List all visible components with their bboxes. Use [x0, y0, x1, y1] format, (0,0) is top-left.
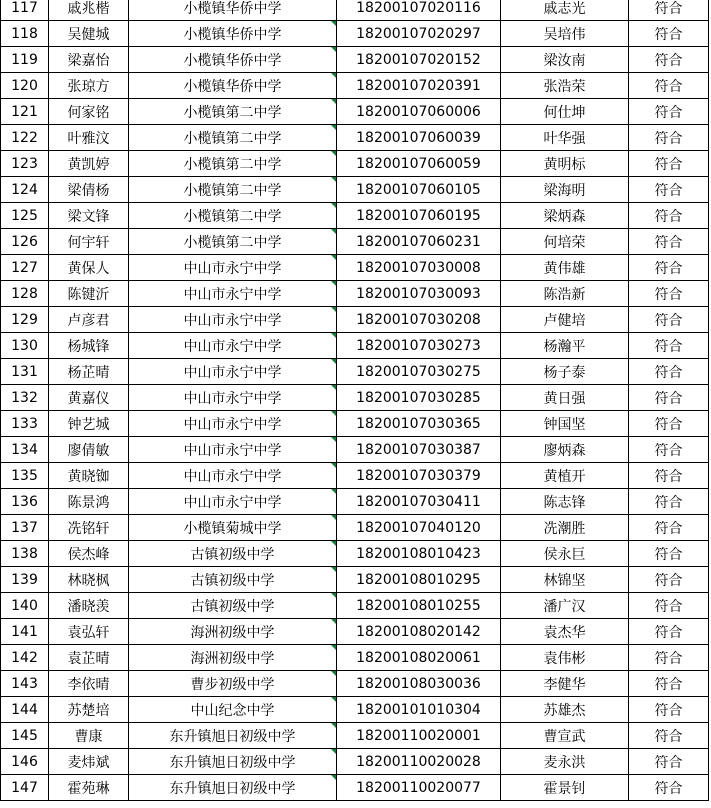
student-id-cell: 18200108010423: [337, 541, 501, 567]
parent-name-cell: 霍景钊: [501, 775, 629, 801]
student-name-cell: 陈键沂: [49, 281, 129, 307]
table-row: [1, 437, 709, 463]
student-name-cell: 何家铭: [49, 99, 129, 125]
table-row: [1, 385, 709, 411]
parent-name-cell: 廖炳森: [501, 437, 629, 463]
parent-name-cell: 何仕坤: [501, 99, 629, 125]
row-number-cell: 127: [1, 255, 49, 281]
student-name-cell: 黄嘉仪: [49, 385, 129, 411]
row-number-cell: 144: [1, 697, 49, 723]
parent-name-cell: 李健华: [501, 671, 629, 697]
parent-name-cell: 黄伟雄: [501, 255, 629, 281]
parent-name-cell: 潘广汉: [501, 593, 629, 619]
status-cell: 符合: [629, 177, 709, 203]
school-name-cell: 小榄镇华侨中学: [129, 21, 337, 47]
student-id-cell: 18200101010304: [337, 697, 501, 723]
row-number-cell: 131: [1, 359, 49, 385]
table-row: [1, 619, 709, 645]
student-name-cell: 杨芷晴: [49, 359, 129, 385]
school-name-cell: 小榄镇菊城中学: [129, 515, 337, 541]
row-number-cell: 129: [1, 307, 49, 333]
row-number-cell: 146: [1, 749, 49, 775]
parent-name-cell: 何培荣: [501, 229, 629, 255]
parent-name-cell: 叶华强: [501, 125, 629, 151]
student-id-cell: 18200110020028: [337, 749, 501, 775]
row-number-cell: 125: [1, 203, 49, 229]
student-name-cell: 梁嘉怡: [49, 47, 129, 73]
parent-name-cell: 梁炳森: [501, 203, 629, 229]
status-cell: 符合: [629, 359, 709, 385]
school-name-cell: 中山市永宁中学: [129, 255, 337, 281]
student-id-cell: 18200107030387: [337, 437, 501, 463]
student-name-cell: 黄晓铷: [49, 463, 129, 489]
table-row: [1, 177, 709, 203]
row-number-cell: 124: [1, 177, 49, 203]
row-number-cell: 120: [1, 73, 49, 99]
table-row: [1, 645, 709, 671]
student-id-cell: 18200108010295: [337, 567, 501, 593]
row-number-cell: 126: [1, 229, 49, 255]
student-name-cell: 钟艺城: [49, 411, 129, 437]
parent-name-cell: 林锦坚: [501, 567, 629, 593]
student-id-cell: 18200107060059: [337, 151, 501, 177]
parent-name-cell: 侯永巨: [501, 541, 629, 567]
parent-name-cell: 苏雄杰: [501, 697, 629, 723]
row-number-cell: 128: [1, 281, 49, 307]
table-row: [1, 515, 709, 541]
table-row: [1, 463, 709, 489]
row-number-cell: 121: [1, 99, 49, 125]
parent-name-cell: 曹宣武: [501, 723, 629, 749]
row-number-cell: 122: [1, 125, 49, 151]
student-id-cell: 18200107040120: [337, 515, 501, 541]
student-name-cell: 黄保人: [49, 255, 129, 281]
table-row: [1, 73, 709, 99]
status-cell: 符合: [629, 671, 709, 697]
school-name-cell: 小榄镇华侨中学: [129, 73, 337, 99]
table-row: [1, 125, 709, 151]
student-id-cell: 18200107030379: [337, 463, 501, 489]
student-name-cell: 侯杰峰: [49, 541, 129, 567]
student-name-cell: 潘晓羡: [49, 593, 129, 619]
school-name-cell: 小榄镇第二中学: [129, 125, 337, 151]
student-id-cell: 18200108020142: [337, 619, 501, 645]
table-row: [1, 749, 709, 775]
student-name-cell: 李依晴: [49, 671, 129, 697]
status-cell: 符合: [629, 21, 709, 47]
student-name-cell: 袁弘轩: [49, 619, 129, 645]
table-row: [1, 541, 709, 567]
parent-name-cell: 袁伟彬: [501, 645, 629, 671]
student-id-cell: 18200107020116: [337, 0, 501, 21]
table-row: [1, 359, 709, 385]
status-cell: 符合: [629, 99, 709, 125]
status-cell: 符合: [629, 385, 709, 411]
student-name-cell: 林晓枫: [49, 567, 129, 593]
table-row: [1, 151, 709, 177]
parent-name-cell: 杨子泰: [501, 359, 629, 385]
student-id-cell: 18200110020077: [337, 775, 501, 801]
status-cell: 符合: [629, 0, 709, 21]
student-id-cell: 18200107020297: [337, 21, 501, 47]
row-number-cell: 147: [1, 775, 49, 801]
status-cell: 符合: [629, 619, 709, 645]
student-id-cell: 18200110020001: [337, 723, 501, 749]
table-row: [1, 567, 709, 593]
status-cell: 符合: [629, 697, 709, 723]
school-name-cell: 古镇初级中学: [129, 567, 337, 593]
student-id-cell: 18200107020152: [337, 47, 501, 73]
parent-name-cell: 张浩荣: [501, 73, 629, 99]
student-name-cell: 陈景鸿: [49, 489, 129, 515]
student-name-cell: 戚兆楷: [49, 0, 129, 21]
table-row: [1, 489, 709, 515]
student-id-cell: 18200107030285: [337, 385, 501, 411]
row-number-cell: 118: [1, 21, 49, 47]
school-name-cell: 中山市永宁中学: [129, 333, 337, 359]
parent-name-cell: 冼潮胜: [501, 515, 629, 541]
student-id-cell: 18200107030093: [337, 281, 501, 307]
status-cell: 符合: [629, 203, 709, 229]
table-row: [1, 203, 709, 229]
table-row: [1, 99, 709, 125]
school-name-cell: 中山市永宁中学: [129, 307, 337, 333]
school-name-cell: 中山市永宁中学: [129, 411, 337, 437]
row-number-cell: 143: [1, 671, 49, 697]
row-number-cell: 123: [1, 151, 49, 177]
status-cell: 符合: [629, 229, 709, 255]
status-cell: 符合: [629, 281, 709, 307]
school-name-cell: 中山市永宁中学: [129, 359, 337, 385]
student-name-cell: 梁倩杨: [49, 177, 129, 203]
row-number-cell: 137: [1, 515, 49, 541]
parent-name-cell: 麦永洪: [501, 749, 629, 775]
parent-name-cell: 梁海明: [501, 177, 629, 203]
status-cell: 符合: [629, 775, 709, 801]
status-cell: 符合: [629, 489, 709, 515]
student-id-cell: 18200107060006: [337, 99, 501, 125]
row-number-cell: 140: [1, 593, 49, 619]
table-row: [1, 593, 709, 619]
school-name-cell: 小榄镇第二中学: [129, 99, 337, 125]
table-body: [1, 0, 709, 801]
parent-name-cell: 陈志锋: [501, 489, 629, 515]
status-cell: 符合: [629, 73, 709, 99]
status-cell: 符合: [629, 411, 709, 437]
row-number-cell: 138: [1, 541, 49, 567]
school-name-cell: 小榄镇第二中学: [129, 203, 337, 229]
student-id-cell: 18200107030411: [337, 489, 501, 515]
status-cell: 符合: [629, 125, 709, 151]
status-cell: 符合: [629, 437, 709, 463]
status-cell: 符合: [629, 567, 709, 593]
parent-name-cell: 梁汝南: [501, 47, 629, 73]
status-cell: 符合: [629, 749, 709, 775]
table-row: [1, 307, 709, 333]
student-name-cell: 麦炜斌: [49, 749, 129, 775]
table-row: [1, 411, 709, 437]
student-id-cell: 18200107060105: [337, 177, 501, 203]
row-number-cell: 130: [1, 333, 49, 359]
student-name-cell: 吴健城: [49, 21, 129, 47]
status-cell: 符合: [629, 47, 709, 73]
student-name-cell: 廖倩敏: [49, 437, 129, 463]
row-number-cell: 139: [1, 567, 49, 593]
row-number-cell: 142: [1, 645, 49, 671]
status-cell: 符合: [629, 645, 709, 671]
student-name-cell: 黄凯婷: [49, 151, 129, 177]
status-cell: 符合: [629, 515, 709, 541]
student-id-cell: 18200107060231: [337, 229, 501, 255]
school-name-cell: 中山市永宁中学: [129, 463, 337, 489]
student-name-cell: 何宇轩: [49, 229, 129, 255]
parent-name-cell: 戚志光: [501, 0, 629, 21]
status-cell: 符合: [629, 723, 709, 749]
row-number-cell: 134: [1, 437, 49, 463]
table-row: [1, 229, 709, 255]
student-id-cell: 18200107030275: [337, 359, 501, 385]
school-name-cell: 中山市永宁中学: [129, 281, 337, 307]
student-id-cell: 18200107020391: [337, 73, 501, 99]
table-row: [1, 0, 709, 21]
table-row: [1, 281, 709, 307]
school-name-cell: 中山市永宁中学: [129, 385, 337, 411]
table-row: [1, 671, 709, 697]
school-name-cell: 小榄镇华侨中学: [129, 47, 337, 73]
student-id-cell: 18200108020061: [337, 645, 501, 671]
student-name-cell: 卢彦君: [49, 307, 129, 333]
student-name-cell: 张琼方: [49, 73, 129, 99]
school-name-cell: 小榄镇第二中学: [129, 151, 337, 177]
table-row: [1, 697, 709, 723]
school-name-cell: 古镇初级中学: [129, 593, 337, 619]
parent-name-cell: 吴培伟: [501, 21, 629, 47]
student-name-cell: 曹康: [49, 723, 129, 749]
school-name-cell: 东升镇旭日初级中学: [129, 723, 337, 749]
school-name-cell: 小榄镇第二中学: [129, 229, 337, 255]
parent-name-cell: 黄日强: [501, 385, 629, 411]
student-id-cell: 18200107030273: [337, 333, 501, 359]
parent-name-cell: 黄明标: [501, 151, 629, 177]
school-name-cell: 古镇初级中学: [129, 541, 337, 567]
student-id-cell: 18200107060195: [337, 203, 501, 229]
status-cell: 符合: [629, 463, 709, 489]
school-name-cell: 中山市永宁中学: [129, 437, 337, 463]
status-cell: 符合: [629, 151, 709, 177]
student-name-cell: 梁文锋: [49, 203, 129, 229]
student-name-cell: 苏楚培: [49, 697, 129, 723]
status-cell: 符合: [629, 541, 709, 567]
student-id-cell: 18200107030208: [337, 307, 501, 333]
table-row: [1, 775, 709, 801]
row-number-cell: 133: [1, 411, 49, 437]
table-row: [1, 255, 709, 281]
school-name-cell: 海洲初级中学: [129, 645, 337, 671]
school-name-cell: 小榄镇第二中学: [129, 177, 337, 203]
row-number-cell: 136: [1, 489, 49, 515]
school-name-cell: 东升镇旭日初级中学: [129, 775, 337, 801]
parent-name-cell: 杨瀚平: [501, 333, 629, 359]
status-cell: 符合: [629, 255, 709, 281]
row-number-cell: 132: [1, 385, 49, 411]
student-id-cell: 18200108010255: [337, 593, 501, 619]
row-number-cell: 135: [1, 463, 49, 489]
parent-name-cell: 陈浩新: [501, 281, 629, 307]
student-id-cell: 18200108030036: [337, 671, 501, 697]
student-name-cell: 叶雅汶: [49, 125, 129, 151]
student-id-cell: 18200107060039: [337, 125, 501, 151]
row-number-cell: 145: [1, 723, 49, 749]
parent-name-cell: 卢健培: [501, 307, 629, 333]
student-name-cell: 霍苑琳: [49, 775, 129, 801]
status-cell: 符合: [629, 593, 709, 619]
school-name-cell: 小榄镇华侨中学: [129, 0, 337, 21]
table-row: [1, 333, 709, 359]
school-name-cell: 中山纪念中学: [129, 697, 337, 723]
row-number-cell: 119: [1, 47, 49, 73]
table-row: [1, 723, 709, 749]
school-name-cell: 海洲初级中学: [129, 619, 337, 645]
parent-name-cell: 黄植开: [501, 463, 629, 489]
parent-name-cell: 钟国坚: [501, 411, 629, 437]
status-cell: 符合: [629, 307, 709, 333]
status-cell: 符合: [629, 333, 709, 359]
school-name-cell: 中山市永宁中学: [129, 489, 337, 515]
school-name-cell: 曹步初级中学: [129, 671, 337, 697]
parent-name-cell: 袁杰华: [501, 619, 629, 645]
table-row: [1, 47, 709, 73]
student-name-cell: 杨城锋: [49, 333, 129, 359]
student-name-cell: 袁芷晴: [49, 645, 129, 671]
row-number-cell: 141: [1, 619, 49, 645]
student-id-cell: 18200107030365: [337, 411, 501, 437]
student-id-cell: 18200107030008: [337, 255, 501, 281]
student-name-cell: 冼铭轩: [49, 515, 129, 541]
table-row: [1, 21, 709, 47]
school-name-cell: 东升镇旭日初级中学: [129, 749, 337, 775]
row-number-cell: 117: [1, 0, 49, 21]
